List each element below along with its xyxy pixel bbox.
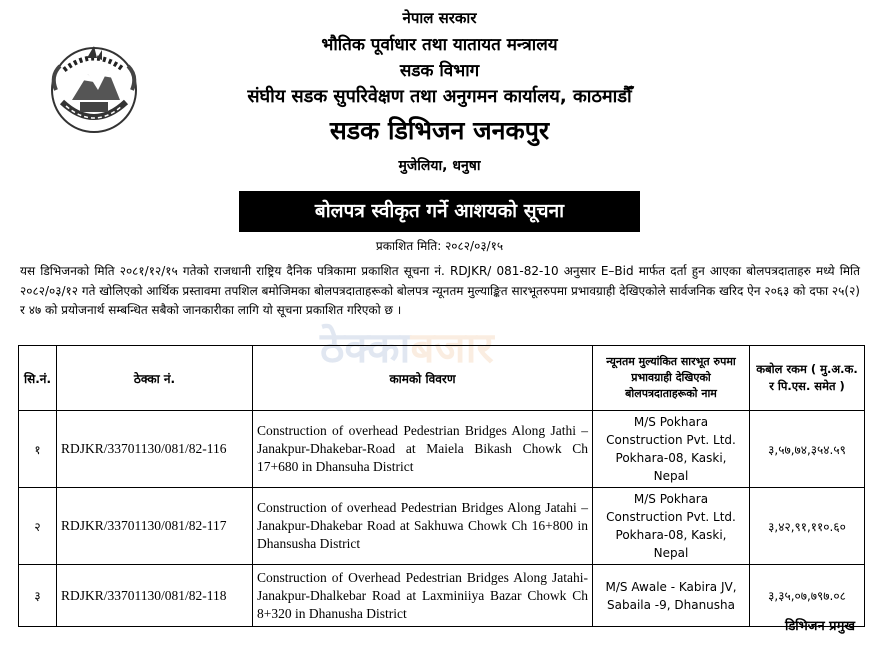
cell-amount: ३,३५,०७,७९७.०८ xyxy=(750,565,865,627)
cell-description: Construction of overhead Pedestrian Bridges Along Jatahi –Janakpur-Dhakebar Road at Sakhuwa Chowk Ch 16+800 in Dhansusha District xyxy=(253,488,593,565)
header-location: मुजेलिया, धनुषा xyxy=(398,158,481,174)
cell-sn: ३ xyxy=(19,565,57,627)
cell-description: Construction of overhead Pedestrian Bridges Along Jathi –Janakpur-Dhakebar-Road at Maiela Bikash Chowk Ch 17+680 in Dhansuha District xyxy=(253,411,593,488)
cell-bidder xyxy=(593,488,750,565)
watermark-part2: बजार xyxy=(410,323,494,372)
cell-bidder xyxy=(593,565,750,627)
cell-description: Construction of Overhead Pedestrian Bridges Along Jatahi-Janakpur-Dhalkebar Road at Laxminiiya Bazar Chowk Ch 8+320 in Dhanusha District xyxy=(253,565,593,627)
cell-contract-no: RDJKR/33701130/081/82-117 xyxy=(57,488,253,565)
header-amount: कबोल रकम ( मु.अ.क. र पि.एस. समेत ) xyxy=(750,346,865,411)
cell-sn: २ xyxy=(19,488,57,565)
notice-title-banner: बोलपत्र स्वीकृत गर्ने आशयको सूचना xyxy=(239,191,640,232)
bidder-line: Pokhara-08, Kaski, Nepal xyxy=(615,528,727,560)
bidder-line: Pokhara-08, Kaski, Nepal xyxy=(615,451,727,483)
cell-amount: ३,५७,७४,३५४.५९ xyxy=(750,411,865,488)
bidder-line: M/S Pokhara xyxy=(633,415,709,429)
header-department: सडक विभाग xyxy=(399,61,480,81)
bidder-line: M/S Pokhara xyxy=(633,492,709,506)
header-division: सडक डिभिजन जनकपुर xyxy=(329,116,550,145)
bid-table xyxy=(18,345,865,627)
published-date: प्रकाशित मिति: २०८२/०३/१५ xyxy=(375,239,504,253)
header-government: नेपाल सरकार xyxy=(402,9,477,27)
cell-contract-no: RDJKR/33701130/081/82-118 xyxy=(57,565,253,627)
header-contract-no: ठेक्का नं. xyxy=(57,346,253,411)
table-header-row xyxy=(19,346,865,411)
cell-contract-no: RDJKR/33701130/081/82-116 xyxy=(57,411,253,488)
cell-amount: ३,४२,९१,११०.६० xyxy=(750,488,865,565)
header-ministry: भौतिक पूर्वाधार तथा यातायत मन्त्रालय xyxy=(321,35,558,55)
cell-bidder xyxy=(593,411,750,488)
bidder-line: Construction Pvt. Ltd. xyxy=(606,510,736,524)
header-sn: सि.नं. xyxy=(19,346,57,411)
header-office: संघीय सडक सुपरिवेक्षण तथा अनुगमन कार्यालय, काठमाडौँ xyxy=(247,86,632,107)
header-description: कामको विवरण xyxy=(253,346,593,411)
notice-paragraph: यस डिभिजनको मिति २०८१/१२/१५ गतेको राजधानी राष्ट्रिय दैनिक पत्रिकामा प्रकाशित सूचना नं. RDJKR/ 081-82-10 अनुसार E–Bid मार्फत दर्ता हुन आएका बोलपत्रदाताहरु मध्ये मिति २०८२/०३/१२ गते खोलिएको आर्थिक प्रस्तावमा तपशिल बमोजिमका बोलपत्रदाताहरूको बोलपत्र न्यूनतम मुल्याङ्कित सारभूतरुपमा प्रभावग्राही देखिएकोले सार्वजनिक खरिद ऐन २०६३ को दफा २५(२) र ४७ को प्रयोजनार्थ सम्बन्धित सबैको जानकारीका लागि यो सूचना प्रकाशित गरिएको छ । xyxy=(20,264,860,317)
table-row xyxy=(19,488,865,565)
bidder-line: Construction Pvt. Ltd. xyxy=(606,433,736,447)
bidder-line: M/S Awale - Kabira JV, xyxy=(605,579,737,594)
bidder-line: Sabaila -9, Dhanusha xyxy=(607,597,735,612)
table-row xyxy=(19,411,865,488)
header-bidder: न्यूनतम मुल्यांकित सारभूत रुपमा प्रभावग्राही देखिएको बोलपत्रदाताहरूको नाम xyxy=(593,346,750,411)
signature-division-chief: डिभिजन प्रमुख xyxy=(784,619,855,634)
table-row xyxy=(19,565,865,627)
watermark-part1: ठेक्का xyxy=(320,323,411,372)
cell-sn: १ xyxy=(19,411,57,488)
